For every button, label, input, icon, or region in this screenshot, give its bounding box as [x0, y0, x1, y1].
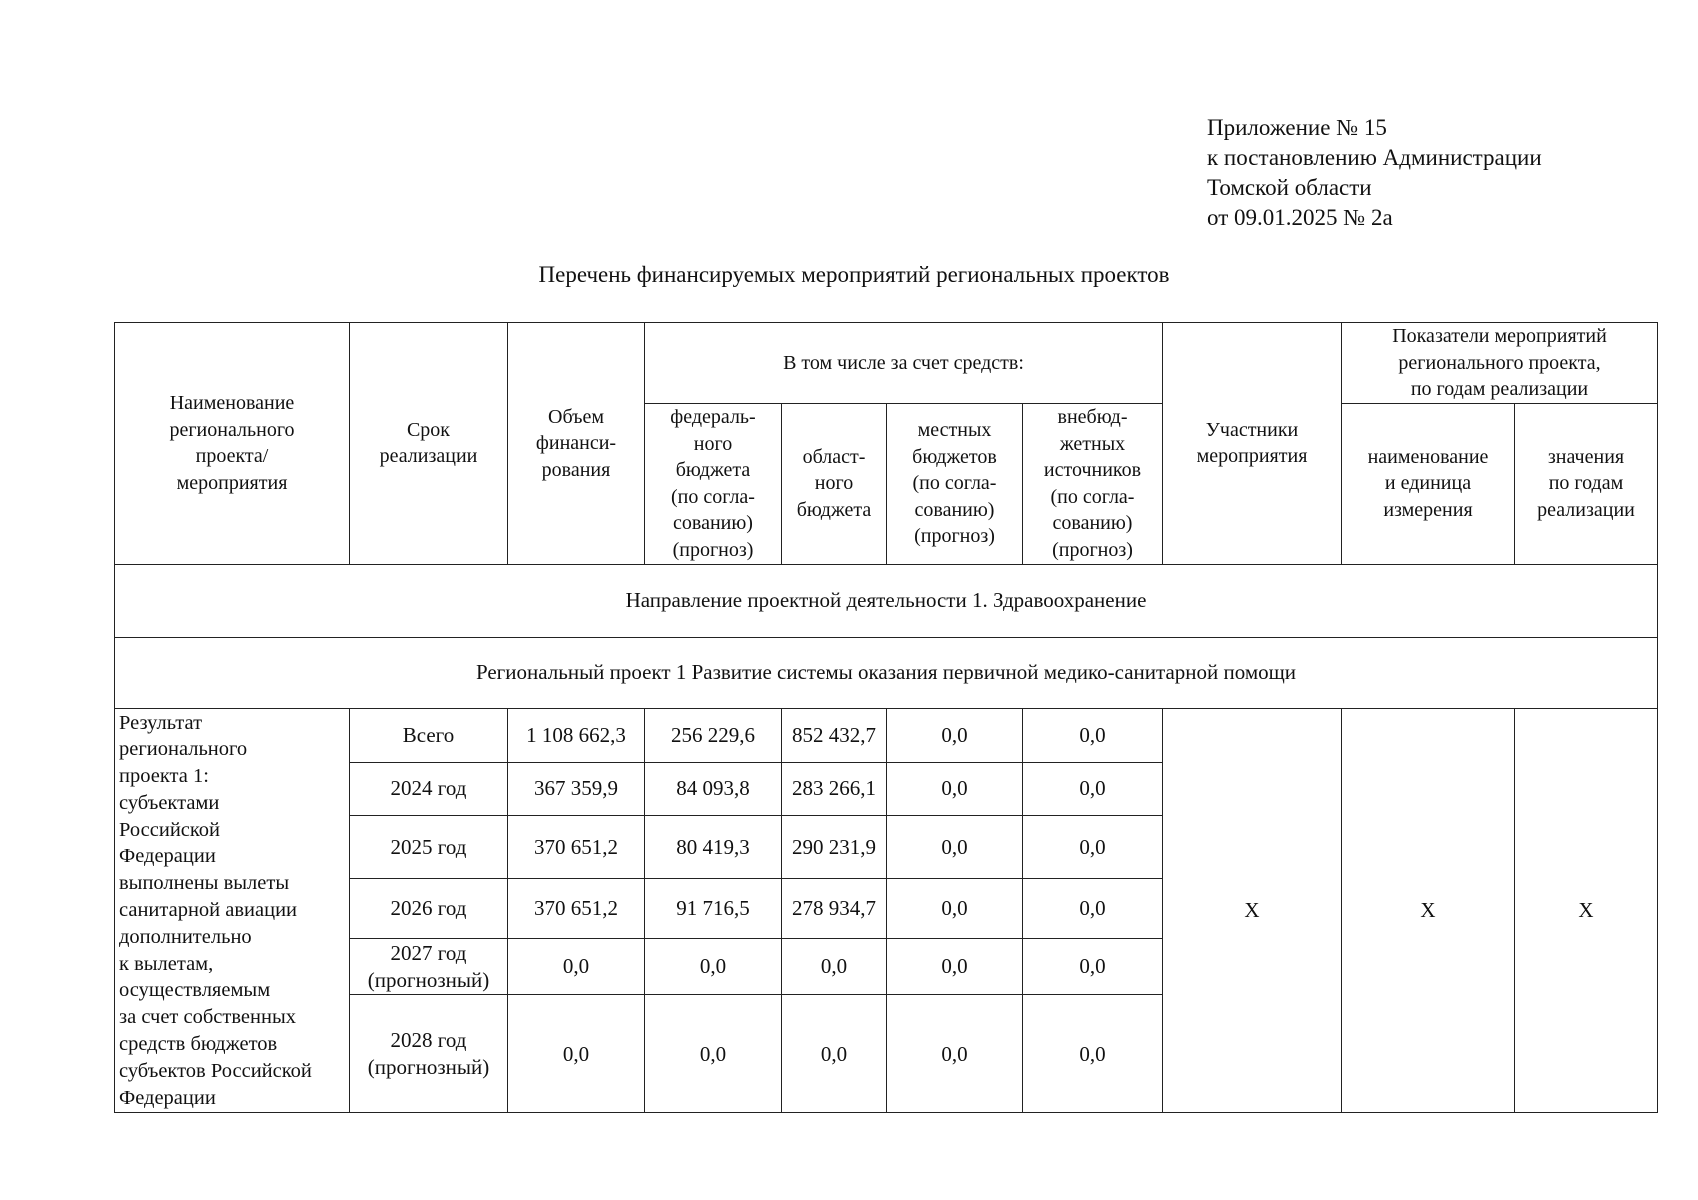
cell-regional: 278 934,7 — [782, 878, 887, 938]
header-regional: област- ного бюджета — [782, 403, 887, 564]
header-extrabudget: внебюд- жетных источников (по согла- сованию) (прогноз) — [1023, 403, 1163, 564]
cell-local: 0,0 — [887, 995, 1023, 1113]
cell-volume: 1 108 662,3 — [508, 708, 645, 762]
indicator-name-cell: X — [1342, 708, 1515, 1113]
cell-federal: 0,0 — [645, 995, 782, 1113]
cell-federal: 0,0 — [645, 939, 782, 995]
appendix-line: Томской области — [1207, 175, 1372, 200]
cell-term: 2026 год — [350, 878, 508, 938]
header-volume: Объем финанси- рования — [508, 323, 645, 565]
header-name: Наименование регионального проекта/ мероприятия — [115, 323, 350, 565]
cell-regional: 0,0 — [782, 939, 887, 995]
cell-federal: 80 419,3 — [645, 815, 782, 878]
cell-local: 0,0 — [887, 815, 1023, 878]
cell-volume: 0,0 — [508, 995, 645, 1113]
header-indicators: Показатели мероприятий регионального проекта, по годам реализации — [1342, 323, 1658, 404]
projects-table — [114, 322, 1658, 1113]
cell-extra: 0,0 — [1023, 939, 1163, 995]
cell-local: 0,0 — [887, 878, 1023, 938]
cell-regional: 852 432,7 — [782, 708, 887, 762]
cell-regional: 283 266,1 — [782, 762, 887, 815]
cell-extra: 0,0 — [1023, 815, 1163, 878]
cell-local: 0,0 — [887, 708, 1023, 762]
cell-local: 0,0 — [887, 762, 1023, 815]
cell-extra: 0,0 — [1023, 708, 1163, 762]
cell-extra: 0,0 — [1023, 762, 1163, 815]
appendix-line: от 09.01.2025 № 2а — [1207, 205, 1393, 230]
cell-federal: 91 716,5 — [645, 878, 782, 938]
header-term: Срок реализации — [350, 323, 508, 565]
appendix-line: к постановлению Администрации — [1207, 145, 1542, 170]
header-indicator-values: значения по годам реализации — [1515, 403, 1658, 564]
cell-federal: 84 093,8 — [645, 762, 782, 815]
header-indicator-name: наименование и единица измерения — [1342, 403, 1515, 564]
header-federal: федераль- ного бюджета (по согла- сованию) (прогноз) — [645, 403, 782, 564]
header-including: В том числе за счет средств: — [645, 323, 1163, 404]
participants-cell: X — [1163, 708, 1342, 1113]
cell-term: 2028 год (прогнозный) — [350, 995, 508, 1113]
header-local: местных бюджетов (по согла- сованию) (прогноз) — [887, 403, 1023, 564]
header-participants: Участники мероприятия — [1163, 323, 1342, 565]
direction-row: Направление проектной деятельности 1. Здравоохранение — [115, 564, 1658, 637]
cell-volume: 367 359,9 — [508, 762, 645, 815]
cell-term: 2025 год — [350, 815, 508, 878]
cell-volume: 0,0 — [508, 939, 645, 995]
project-row: Региональный проект 1 Развитие системы оказания первичной медико-санитарной помощи — [115, 637, 1658, 708]
cell-term: 2027 год (прогнозный) — [350, 939, 508, 995]
cell-term: Всего — [350, 708, 508, 762]
cell-regional: 290 231,9 — [782, 815, 887, 878]
appendix-block — [1207, 113, 1542, 233]
cell-federal: 256 229,6 — [645, 708, 782, 762]
cell-volume: 370 651,2 — [508, 815, 645, 878]
appendix-line: Приложение № 15 — [1207, 115, 1387, 140]
table-row — [115, 708, 1658, 762]
cell-local: 0,0 — [887, 939, 1023, 995]
cell-term: 2024 год — [350, 762, 508, 815]
result-description: Результат регионального проекта 1: субъектами Российской Федерации выполнены вылеты санитарной авиации дополнительно к вылетам, осуществляемым за счет собственных средств бюджетов субъектов Российской Федерации — [115, 708, 350, 1113]
document-title: Перечень финансируемых мероприятий региональных проектов — [538, 262, 1170, 287]
cell-volume: 370 651,2 — [508, 878, 645, 938]
cell-regional: 0,0 — [782, 995, 887, 1113]
cell-extra: 0,0 — [1023, 878, 1163, 938]
indicator-values-cell: X — [1515, 708, 1658, 1113]
cell-extra: 0,0 — [1023, 995, 1163, 1113]
